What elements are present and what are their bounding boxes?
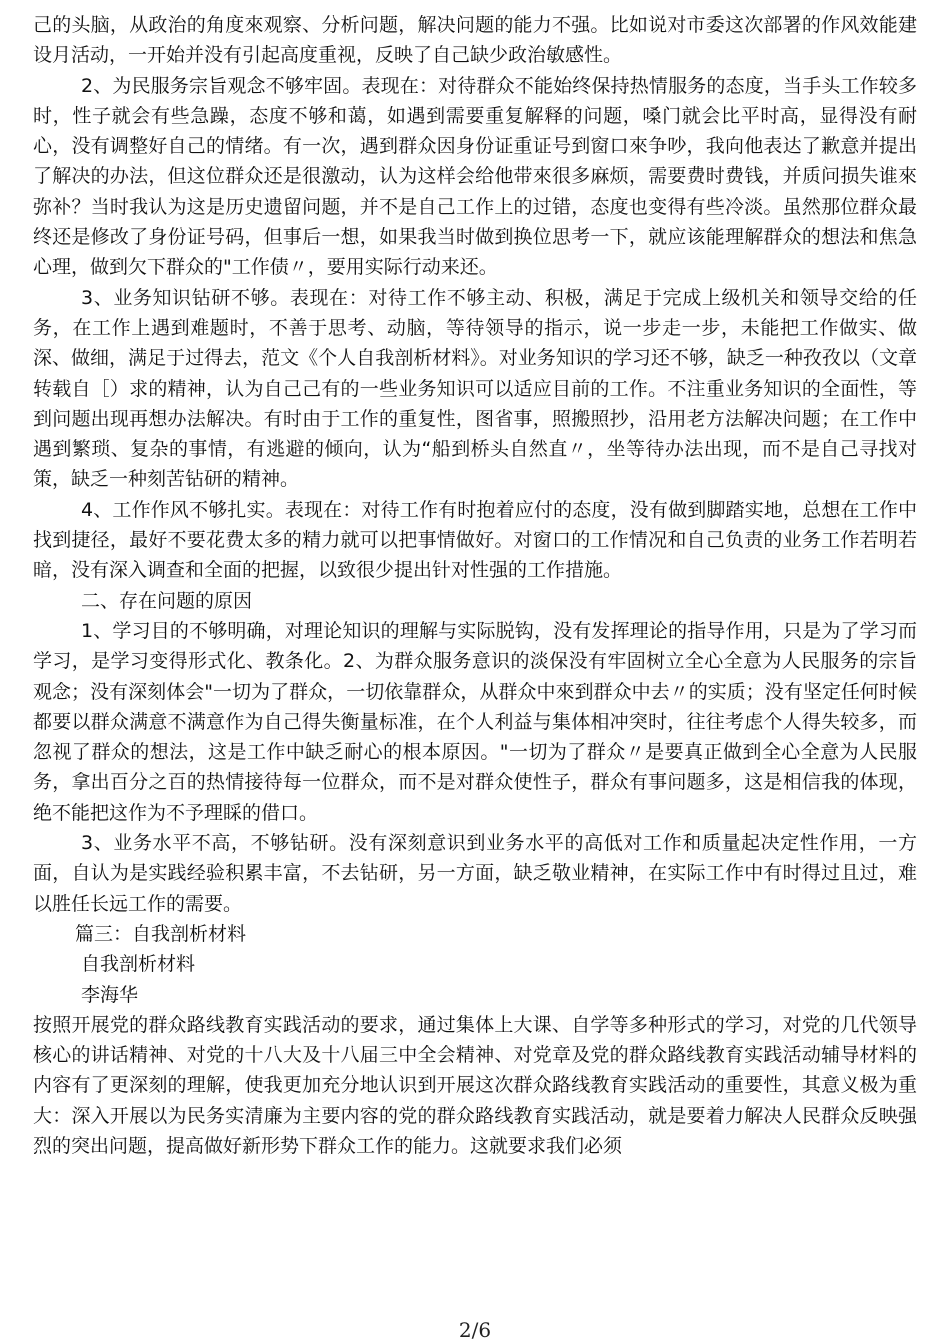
document-title: 自我剖析材料: [81, 953, 196, 976]
paragraph-introduction: 按照开展党的群众路线教育实践活动的要求，通过集体上大课、自学等多种形式的学习，对党的几代领导核心的讲话精神、对党的十八大及十八届三中全会精神、对党章及党的群众路线教育实践活动辅导材料的内容有了更深刻的理解，使我更加充分地认识到开展这次群众路线教育实践活动的重要性，其意义极为重大：深入开展以为民务实清廉为主要内容的党的群众路线教育实践活动，就是要着力解决人民群众反映强烈的突出问题，提高做好新形势下群众工作的能力。这就要求我们必须: [33, 1013, 917, 1157]
paragraph-service-purpose: 2、为民服务宗旨观念不够牢固。表现在：对待群众不能始终保持热情服务的态度，当手头工作较多时，性子就会有些急躁，态度不够和蔼，如遇到需要重复解释的问题，嗓门就会比平时高，显得没有耐心，没有调整好自己的情绪。有一次，遇到群众因身份证重证号到窗口來争吵，我向他表达了歉意并提出了解决的办法，但这位群众还是很激动，认为这样会给他带來很多麻烦，需要费时费钱，并质问损失谁來弥补？当时我认为这是历史遗留问题，并不是自己工作上的过错，态度也变得有些冷淡。虽然那位群众最终还是修改了身份证号码，但事后一想，如果我当时做到换位思考一下，就应该能理解群众的想法和焦急心理，做到欠下群众的"工作债〃，要用实际行动来还。: [33, 74, 917, 279]
page-number: 2/6: [458, 1318, 492, 1342]
document-body: [33, 10, 917, 1161]
section-heading-causes: 二、存在问题的原因: [81, 589, 253, 612]
author-name: 李海华: [81, 983, 139, 1006]
paragraph-causes-1-2: 1、学习目的不够明确，对理论知识的理解与实际脱钩，没有发挥理论的指导作用，只是为了学习而学习，是学习变得形式化、教条化。2、为群众服务意识的淡保没有牢固树立全心全意为人民服务的宗旨观念；没有深刻体会"一切为了群众，一切依靠群众，从群众中來到群众中去〃的实质；没有坚定任何时候都要以群众满意不满意作为自己得失衡量标准，在个人利益与集体相冲突时，往往考虑个人得失较多，而忽视了群众的想法，这是工作中缺乏耐心的根本原因。"一切为了群众〃是要真正做到全心全意为人民服务，拿出百分之百的热情接待每一位群众，而不是对群众使性子，群众有事问题多，这是相信我的体现，绝不能把这作为不予理睬的借口。: [33, 619, 917, 824]
paragraph-business-knowledge: 3、业务知识钻研不够。表现在：对待工作不够主动、积极，满足于完成上级机关和领导交给的任务，在工作上遇到难题时，不善于思考、动脑，等待领导的指示，说一步走一步，未能把工作做实、做深、做细，满足于过得去，范文《个人自我剖析材料》。对业务知识的学习还不够，缺乏一种孜孜以（文章转载自［）求的精神，认为自己己有的一些业务知识可以适应目前的工作。不注重业务知识的全面性，等到问题出现再想办法解决。有时由于工作的重复性，图省事，照搬照抄，沿用老方法解决问题；在工作中遇到繁琐、复杂的事情，有逃避的倾向，认为“船到桥头自然直〃，坐等待办法出现，而不是自己寻找对策，缺乏一种刻苦钻研的精神。: [33, 286, 917, 491]
paragraph-causes-3: 3、业务水平不高，不够钻研。没有深刻意识到业务水平的高低对工作和质量起决定性作用，一方面，自认为是实践经验积累丰富，不去钻研，另一方面，缺乏敬业精神，在实际工作中有时得过且过，难以胜任长远工作的需要。: [33, 832, 917, 915]
paragraph-work-style: 4、工作作风不够扎实。表现在：对待工作有时抱着应付的态度，没有做到脚踏实地，总想在工作中找到捷径，最好不要花费太多的精力就可以把事情做好。对窗口的工作情况和自己负责的业务工作若明若暗，没有深入调查和全面的把握，以致很少提出针对性强的工作措施。: [33, 498, 917, 582]
chapter-heading: 篇三：自我剖析材料: [75, 922, 247, 945]
paragraph-political-analysis: 己的头脑，从政治的角度來观察、分析问题，解决问题的能力不强。比如说对市委这次部署的作风效能建设月活动，一开始并没有引起高度重视，反映了自己缺少政治敏感性。: [33, 14, 917, 67]
